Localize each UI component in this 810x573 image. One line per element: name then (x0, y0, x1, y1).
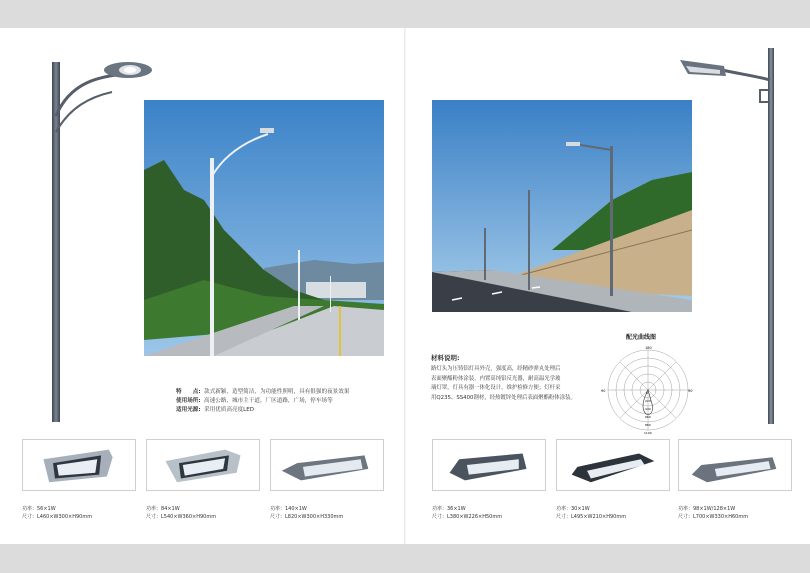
product-spec-6 (678, 505, 796, 521)
product-size: 尺寸：L700×W330×H60mm (678, 514, 749, 520)
spec-key: 适用光源: (176, 407, 201, 413)
product-power: 功率：56×1W (22, 506, 56, 512)
angle-label: 180 (645, 346, 652, 350)
material-line: 用Q235、SS400钢材，经热镀锌处理后表面聚酯粉体涂装。 (431, 394, 576, 401)
product-size: 尺寸：L380×W226×H50mm (432, 514, 503, 520)
spec-value: 采用优质高亮度LED (204, 407, 255, 413)
product-image-5 (556, 439, 670, 491)
product-image-2 (146, 439, 260, 491)
radial-label: 220 (645, 399, 651, 403)
product-size: 尺寸：L820×W300×H330mm (270, 514, 344, 520)
material-description (431, 354, 601, 403)
product-spec-2 (146, 505, 264, 521)
angle-label: 90 (688, 389, 693, 393)
product-size: 尺寸：L460×W300×H90mm (22, 514, 93, 520)
spec-row-features (176, 388, 386, 397)
radial-label: 0 (646, 391, 648, 395)
material-line: 表面聚酯粉体涂装，内置高纯铝反光器，耐高温光学玻 (431, 375, 561, 382)
spec-value: 高速公路、城市主干道，厂区道路，广场，停车场等 (204, 398, 333, 404)
product-spec-5 (556, 505, 674, 521)
product-spec-4 (432, 505, 550, 521)
angle-label: 90 (601, 389, 606, 393)
catalog-spread (0, 28, 810, 544)
product-power: 功率：30×1W (556, 506, 590, 512)
radial-label: 660 (645, 415, 651, 419)
spec-row-usage (176, 397, 386, 406)
product-image-3 (270, 439, 384, 491)
product-spec-3 (270, 505, 388, 521)
spec-value: 款式新颖，造型简洁，为功能性照明，具有很强的夜景效果 (204, 389, 350, 395)
product-spec-1 (22, 505, 140, 521)
product-power: 功率：98×1W/128×1W (678, 506, 736, 512)
material-title: 材料说明: (431, 354, 460, 362)
product-image-1 (22, 439, 136, 491)
spec-key: 特 点: (176, 389, 201, 395)
product-size: 尺寸：L495×W210×H90mm (556, 514, 627, 520)
product-image-6 (678, 439, 792, 491)
radial-label: 880 (645, 423, 651, 427)
product-power: 功率：140×1W (270, 506, 307, 512)
spec-key: 使用场所: (176, 398, 201, 404)
road-photo-left (144, 100, 384, 356)
distribution-title: 配光曲线图 (626, 334, 657, 341)
radial-label: 440 (645, 407, 651, 411)
product-power: 功率：84×1W (146, 506, 180, 512)
radial-label: 1100 (644, 431, 652, 435)
light-distribution-diagram (600, 342, 696, 438)
material-line: 路灯头为压铸铝灯具外壳，强度高，经精砂弹丸处理后 (431, 366, 561, 373)
spec-description-left (176, 388, 386, 415)
material-line: 璃灯罩，灯具有器一体化设计，维护检修方便；灯杆采 (431, 385, 561, 392)
product-image-4 (432, 439, 546, 491)
product-power: 功率：36×1W (432, 506, 466, 512)
spec-row-light-source (176, 406, 386, 415)
road-photo-right (432, 100, 692, 312)
page-gutter (404, 28, 406, 544)
product-size: 尺寸：L540×W360×H90mm (146, 514, 217, 520)
